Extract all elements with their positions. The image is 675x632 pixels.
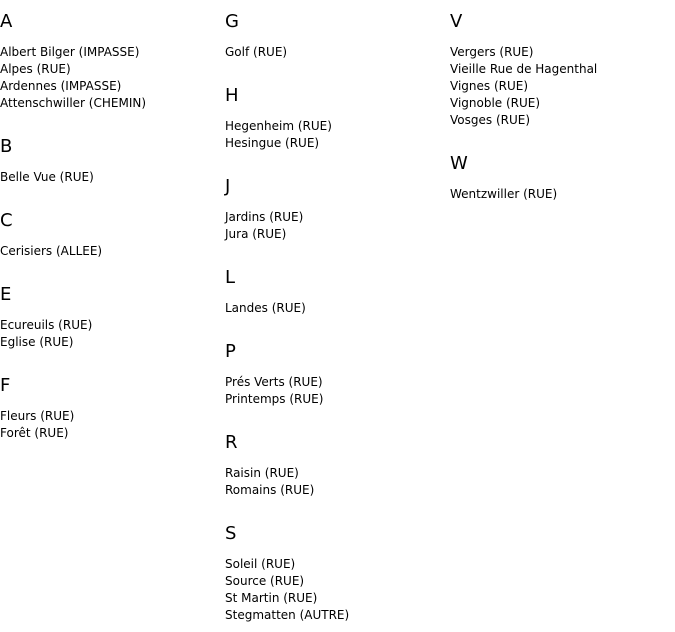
street-link[interactable]: Eglise (RUE)	[0, 335, 74, 349]
street-link[interactable]: Alpes (RUE)	[0, 62, 71, 76]
letter-group-w	[450, 152, 670, 203]
street-link[interactable]: Belle Vue (RUE)	[0, 170, 94, 184]
letter-group-l	[225, 266, 445, 317]
letter-group-s	[225, 522, 445, 624]
street-link[interactable]: Soleil (RUE)	[225, 557, 296, 571]
letter-heading: R	[225, 432, 238, 453]
letter-group-h	[225, 84, 445, 152]
street-link[interactable]: Albert Bilger (IMPASSE)	[0, 45, 140, 59]
letter-heading: E	[0, 284, 12, 305]
letter-group-g	[225, 10, 445, 61]
letter-group-b	[0, 135, 220, 186]
letter-group-r	[225, 431, 445, 499]
street-link[interactable]: Landes (RUE)	[225, 301, 306, 315]
street-link[interactable]: Ardennes (IMPASSE)	[0, 79, 122, 93]
street-link[interactable]: Cerisiers (ALLEE)	[0, 244, 103, 258]
letter-heading: J	[225, 176, 231, 197]
letter-heading: H	[225, 85, 239, 106]
letter-heading: V	[450, 11, 463, 32]
letter-group-a	[0, 10, 220, 112]
letter-group-v	[450, 10, 670, 129]
letter-heading: B	[0, 136, 13, 157]
letter-heading: P	[225, 341, 236, 362]
street-link[interactable]: Prés Verts (RUE)	[225, 375, 323, 389]
letter-heading: G	[225, 11, 239, 32]
letter-group-j	[225, 175, 445, 243]
letter-heading: L	[225, 267, 236, 288]
street-link[interactable]: St Martin (RUE)	[225, 591, 318, 605]
street-link[interactable]: Golf (RUE)	[225, 45, 288, 59]
letter-heading: W	[450, 153, 468, 174]
street-link[interactable]: Forêt (RUE)	[0, 426, 69, 440]
street-link[interactable]: Jura (RUE)	[225, 227, 287, 241]
street-link[interactable]: Jardins (RUE)	[225, 210, 304, 224]
letter-group-c	[0, 209, 220, 260]
letter-group-e	[0, 283, 220, 351]
street-link[interactable]: Raisin (RUE)	[225, 466, 299, 480]
street-link[interactable]: Source (RUE)	[225, 574, 305, 588]
street-link[interactable]: Vieille Rue de Hagenthal	[450, 62, 598, 76]
street-index-column-1	[0, 10, 220, 465]
letter-heading: S	[225, 523, 237, 544]
letter-heading: C	[0, 210, 13, 231]
street-index-column-3	[450, 10, 670, 226]
street-link[interactable]: Printemps (RUE)	[225, 392, 324, 406]
street-link[interactable]: Vignes (RUE)	[450, 79, 529, 93]
street-link[interactable]: Romains (RUE)	[225, 483, 315, 497]
street-link[interactable]: Wentzwiller (RUE)	[450, 187, 558, 201]
street-link[interactable]: Vergers (RUE)	[450, 45, 534, 59]
street-link[interactable]: Stegmatten (AUTRE)	[225, 608, 350, 622]
street-link[interactable]: Hegenheim (RUE)	[225, 119, 332, 133]
letter-group-p	[225, 340, 445, 408]
street-link[interactable]: Vignoble (RUE)	[450, 96, 541, 110]
street-link[interactable]: Ecureuils (RUE)	[0, 318, 93, 332]
letter-heading: A	[0, 11, 13, 32]
street-link[interactable]: Hesingue (RUE)	[225, 136, 320, 150]
street-link[interactable]: Attenschwiller (CHEMIN)	[0, 96, 147, 110]
street-link[interactable]: Vosges (RUE)	[450, 113, 531, 127]
letter-heading: F	[0, 375, 11, 396]
street-link[interactable]: Fleurs (RUE)	[0, 409, 75, 423]
street-index-column-2	[225, 10, 445, 632]
letter-group-f	[0, 374, 220, 442]
